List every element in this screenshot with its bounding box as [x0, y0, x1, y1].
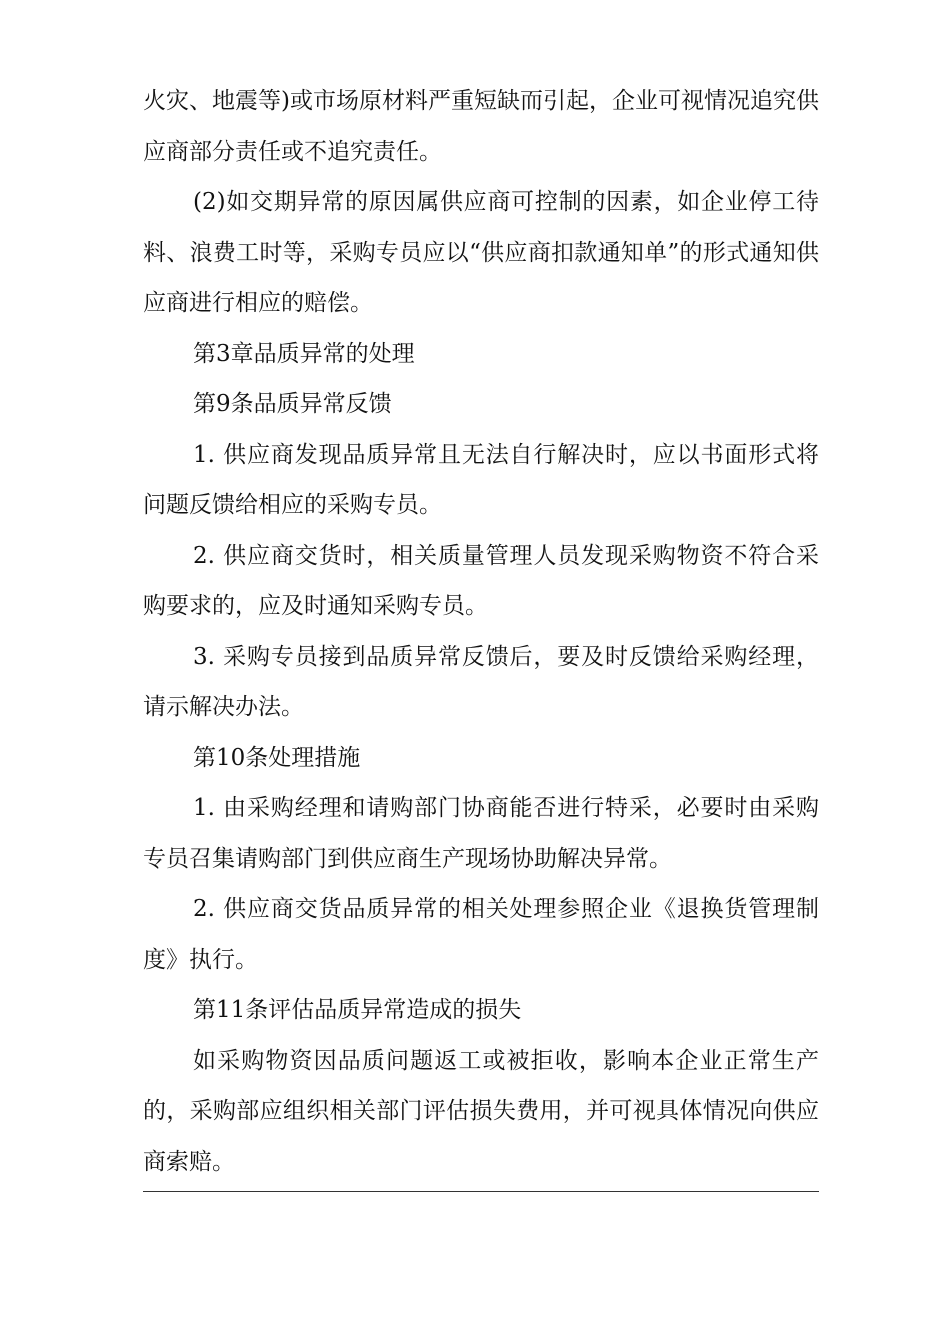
- paragraph-item-1: 1. 供应商发现品质异常且无法自行解决时，应以书面形式将问题反馈给相应的采购专员。: [143, 441, 819, 518]
- article-heading-9: 第9条品质异常反馈: [193, 391, 392, 417]
- footer-divider: [143, 1191, 819, 1192]
- article-heading-10: 第10条处理措施: [193, 744, 361, 771]
- chapter-heading: 第3章品质异常的处理: [193, 340, 415, 367]
- paragraph-item-3: 3. 采购专员接到品质异常反馈后，要及时反馈给采购经理，请示解决办法。: [143, 643, 819, 720]
- paragraph-measure-2: 2. 供应商交货品质异常的相关处理参照企业《退换货管理制度》执行。: [143, 896, 819, 973]
- paragraph-continuation: 火灾、地震等)或市场原材料严重短缺而引起，企业可视情况追究供应商部分责任或不追究责任。: [143, 88, 819, 165]
- paragraph-loss-assessment: 如采购物资因品质问题返工或被拒收，影响本企业正常生产的，采购部应组织相关部门评估损失费用，并可视具体情况向供应商索赔。: [143, 1047, 819, 1175]
- paragraph-measure-1: 1. 由采购经理和请购部门协商能否进行特采，必要时由采购专员召集请购部门到供应商生产现场协助解决异常。: [143, 795, 819, 872]
- document-body: [143, 76, 819, 1187]
- article-heading-11: 第11条评估品质异常造成的损失: [193, 997, 522, 1023]
- paragraph-item-2: 2. 供应商交货时，相关质量管理人员发现采购物资不符合采购要求的，应及时通知采购专员。: [143, 542, 819, 619]
- paragraph-delivery-compensation: (2)如交期异常的原因属供应商可控制的因素，如企业停工待料、浪费工时等，采购专员应以“供应商扣款通知单”的形式通知供应商进行相应的赔偿。: [143, 189, 819, 316]
